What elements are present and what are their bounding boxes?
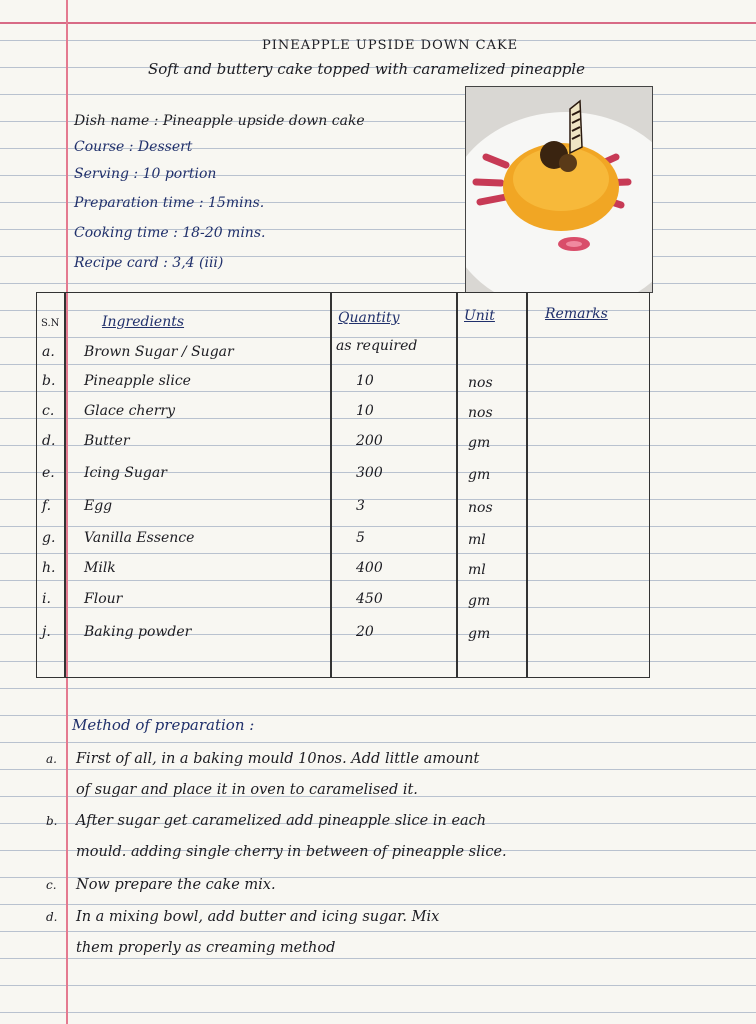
row-ingredient: Egg [84,498,113,514]
method-step-text: First of all, in a baking mould 10nos. Add little amount [76,751,480,767]
row-ingredient: Milk [84,560,116,576]
method-step-label: a. [46,752,57,766]
method-step-text: Now prepare the cake mix. [76,877,276,893]
row-ingredient: Butter [84,433,130,449]
row-unit: gm [468,435,491,451]
recipe-card: Recipe card : 3,4 (iii) [74,255,224,271]
row-ingredient: Glace cherry [84,403,176,419]
row-ingredient: Flour [84,591,123,607]
row-quantity: 10 [356,403,374,419]
row-quantity: 10 [356,373,374,389]
row-ingredient: Brown Sugar / Sugar [84,344,234,360]
method-step-label: d. [46,910,58,924]
method-step [46,878,276,893]
recipe-title: PINEAPPLE UPSIDE DOWN CAKE [262,38,519,53]
row-sn: d. [42,433,56,449]
row-ingredient: Baking powder [84,624,192,640]
method-step-label: b. [46,814,58,828]
row-quantity: 200 [356,433,383,449]
header-remarks: Remarks [545,306,608,322]
row-ingredient: Icing Sugar [84,465,167,481]
row-sn: i. [42,591,51,607]
column-divider-sn [64,292,66,678]
method-step-continuation: them properly as creaming method [76,940,336,956]
row-unit: gm [468,467,491,483]
method-step-continuation: of sugar and place it in oven to caramelised it. [76,782,418,798]
row-sn: b. [42,373,56,389]
row-sn: a. [42,344,55,360]
method-title: Method of preparation : [72,716,255,734]
row-ingredient: Vanilla Essence [84,530,195,546]
header-unit: Unit [464,308,495,324]
method-step-text: After sugar get caramelized add pineapple slice in each [76,813,487,829]
row-sn: f. [42,498,52,514]
method-step-label: c. [46,878,57,892]
cook-time: Cooking time : 18-20 mins. [74,225,266,241]
row-sn: e. [42,465,55,481]
course: Course : Dessert [74,139,193,155]
row-quantity: 5 [356,530,365,546]
header-sn: S.N [41,318,60,329]
row-sn: c. [42,403,55,419]
cake-photo-icon [466,87,652,292]
row-sn: g. [42,530,56,546]
method-step-continuation: mould. adding single cherry in between of pineapple slice. [76,844,507,860]
header-quantity: Quantity [338,310,400,326]
row-quantity: 450 [356,591,383,607]
recipe-subtitle: Soft and buttery cake topped with caramelized pineapple [148,60,585,78]
column-divider-quantity [456,292,458,678]
method-step [46,752,479,767]
cake-photo [465,86,653,293]
column-divider-unit [526,292,528,678]
row-unit: gm [468,626,491,642]
method-step-text: In a mixing bowl, add butter and icing sugar. Mix [76,909,440,925]
row-quantity: 3 [356,498,365,514]
row-unit: ml [468,532,486,548]
row-quantity: 400 [356,560,383,576]
column-divider-ingredients [330,292,332,678]
row-unit: ml [468,562,486,578]
row-unit: gm [468,593,491,609]
row-quantity: as required [336,338,418,354]
row-unit: nos [468,375,493,391]
row-sn: h. [42,560,56,576]
serving: Serving : 10 portion [74,166,217,182]
top-margin-rule [0,22,756,24]
row-quantity: 300 [356,465,383,481]
row-unit: nos [468,405,493,421]
prep-time: Preparation time : 15mins. [74,195,265,211]
method-step [46,814,486,829]
header-ingredients: Ingredients [102,314,185,330]
dish-name: Dish name : Pineapple upside down cake [74,113,365,129]
row-sn: j. [42,624,51,640]
method-step [46,910,439,925]
row-unit: nos [468,500,493,516]
row-quantity: 20 [356,624,374,640]
row-ingredient: Pineapple slice [84,373,191,389]
